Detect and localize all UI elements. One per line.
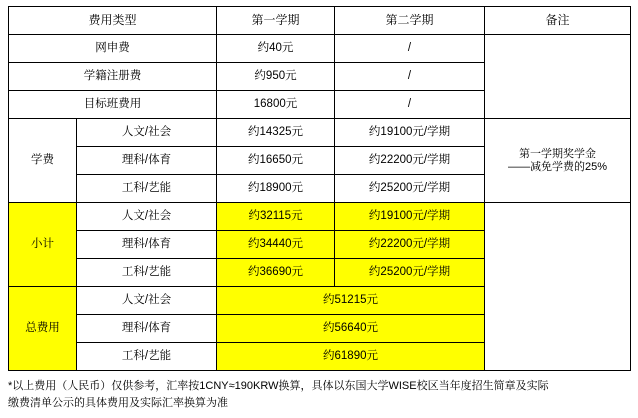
header-semester-2: 第二学期: [335, 7, 485, 35]
table-header-row: [9, 7, 631, 35]
sub-label-engineering: 工科/艺能: [77, 175, 217, 203]
table-row: [9, 203, 631, 231]
cell-s2-application-fee: /: [335, 35, 485, 63]
sub-label-science: 理科/体育: [77, 147, 217, 175]
remark-scholarship: [485, 119, 631, 203]
sub-label-engineering-subtotal: 工科/艺能: [77, 259, 217, 287]
fee-table: [8, 6, 631, 371]
cell-s1-subtotal-humanities: 约32115元: [217, 203, 335, 231]
cell-s1-tuition-engineering: 约18900元: [217, 175, 335, 203]
row-label-registration-fee: 学籍注册费: [9, 63, 217, 91]
remark-line-2: ——减免学费的25%: [508, 160, 608, 173]
cell-s2-subtotal-science: 约22200元/学期: [335, 231, 485, 259]
table-row: [9, 119, 631, 147]
cell-s2-registration-fee: /: [335, 63, 485, 91]
sub-label-humanities-total: 人文/社会: [77, 287, 217, 315]
sub-label-engineering-total: 工科/艺能: [77, 343, 217, 371]
remark-spacer: [485, 35, 631, 119]
group-label-subtotal: 小计: [9, 203, 77, 287]
cell-total-science: 约56640元: [217, 315, 485, 343]
cell-s2-tuition-engineering: 约25200元/学期: [335, 175, 485, 203]
cell-s2-tuition-humanities: 约19100元/学期: [335, 119, 485, 147]
group-label-total: 总费用: [9, 287, 77, 371]
header-remark: 备注: [485, 7, 631, 35]
footnote-line-1: *以上费用（人民币）仅供参考，汇率按1CNY≈190KRW换算，具体以东国大学WISE校区当年度招生简章及实际: [8, 380, 549, 392]
sub-label-science-total: 理科/体育: [77, 315, 217, 343]
remark-spacer-bottom: [485, 203, 631, 371]
sub-label-science-subtotal: 理科/体育: [77, 231, 217, 259]
cell-total-engineering: 约61890元: [217, 343, 485, 371]
cell-s1-subtotal-science: 约34440元: [217, 231, 335, 259]
footnote-line-2: 缴费清单公示的具体费用及实际汇率换算为准: [8, 397, 228, 410]
cell-s1-registration-fee: 约950元: [217, 63, 335, 91]
remark-line-1: 第一学期奖学金: [519, 147, 597, 160]
header-fee-type: 费用类型: [9, 7, 217, 35]
cell-s1-tuition-science: 约16650元: [217, 147, 335, 175]
cell-s1-application-fee: 约40元: [217, 35, 335, 63]
footnote: [8, 378, 630, 412]
cell-s1-tuition-humanities: 约14325元: [217, 119, 335, 147]
header-semester-1: 第一学期: [217, 7, 335, 35]
cell-s1-target-class-fee: 16800元: [217, 91, 335, 119]
sub-label-humanities-subtotal: 人文/社会: [77, 203, 217, 231]
cell-s2-subtotal-engineering: 约25200元/学期: [335, 259, 485, 287]
row-label-application-fee: 网申费: [9, 35, 217, 63]
row-label-target-class-fee: 目标班费用: [9, 91, 217, 119]
cell-total-humanities: 约51215元: [217, 287, 485, 315]
sub-label-humanities: 人文/社会: [77, 119, 217, 147]
table-row: [9, 35, 631, 63]
cell-s2-target-class-fee: /: [335, 91, 485, 119]
group-label-tuition: 学费: [9, 119, 77, 203]
cell-s2-tuition-science: 约22200元/学期: [335, 147, 485, 175]
cell-s2-subtotal-humanities: 约19100元/学期: [335, 203, 485, 231]
cell-s1-subtotal-engineering: 约36690元: [217, 259, 335, 287]
